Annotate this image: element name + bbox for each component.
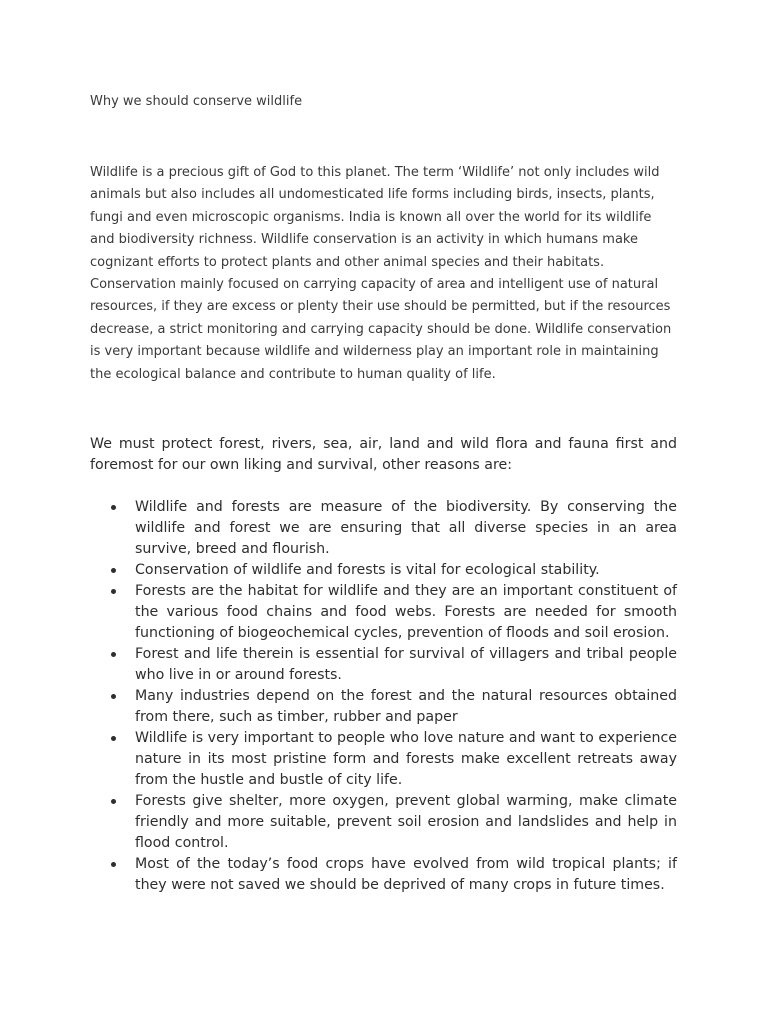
list-item	[90, 728, 677, 791]
list-item-text: Conservation of wildlife and forests is vital for ecological stability.	[135, 562, 600, 578]
bullet-icon	[111, 505, 116, 510]
list-item-text: Forests are the habitat for wildlife and they are an important constituent of the various food chains and food webs. Forests are needed for smooth functioning of biogeochemical cycles, prevention of floods and soil erosion.	[135, 583, 677, 641]
list-item-text: Wildlife is very important to people who love nature and want to experience nature in its most pristine form and forests make excellent retreats away from the hustle and bustle of city life.	[135, 730, 677, 788]
reasons-list	[90, 497, 677, 896]
reasons-lead-paragraph: We must protect forest, rivers, sea, air, land and wild flora and fauna first and foremost for our own liking and survival, other reasons are:	[90, 436, 677, 473]
list-item-text: Many industries depend on the forest and the natural resources obtained from there, such as timber, rubber and paper	[135, 688, 677, 725]
bullet-icon	[111, 694, 116, 699]
list-item	[90, 791, 677, 854]
list-item	[90, 497, 677, 560]
bullet-icon	[111, 736, 116, 741]
list-item-text: Forest and life therein is essential for survival of villagers and tribal people who live in or around forests.	[135, 646, 677, 683]
list-item	[90, 560, 677, 581]
list-item	[90, 686, 677, 728]
intro-paragraph: Wildlife is a precious gift of God to this planet. The term ‘Wildlife’ not only includes wild animals but also includes all undomesticated life forms including birds, insects, plants, fungi and even microscopic organisms. India is known all over the world for its wildlife and biodiversity richness. Wildlife conservation is an activity in which humans make cognizant efforts to protect plants and other animal species and their habitats. Conservation mainly focused on carrying capacity of area and intelligent use of natural resources, if they are excess or plenty their use should be permitted, but if the resources decrease, a strict monitoring and carrying capacity should be done. Wildlife conservation is very important because wildlife and wilderness play an important role in maintaining the ecological balance and contribute to human quality of life.	[90, 165, 672, 382]
list-item-text: Most of the today’s food crops have evolved from wild tropical plants; if they were not saved we should be deprived of many crops in future times.	[135, 856, 677, 893]
list-item-text: Forests give shelter, more oxygen, prevent global warming, make climate friendly and more suitable, prevent soil erosion and landslides and help in flood control.	[135, 793, 677, 851]
bullet-icon	[111, 568, 116, 573]
page-title: Why we should conserve wildlife	[90, 94, 303, 109]
bullet-icon	[111, 799, 116, 804]
bullet-icon	[111, 862, 116, 867]
bullet-icon	[111, 652, 116, 657]
list-item	[90, 854, 677, 896]
list-item-text: Wildlife and forests are measure of the biodiversity. By conserving the wildlife and forest we are ensuring that all diverse species in an area survive, breed and flourish.	[135, 499, 677, 557]
bullet-icon	[111, 589, 116, 594]
list-item	[90, 644, 677, 686]
list-item	[90, 581, 677, 644]
